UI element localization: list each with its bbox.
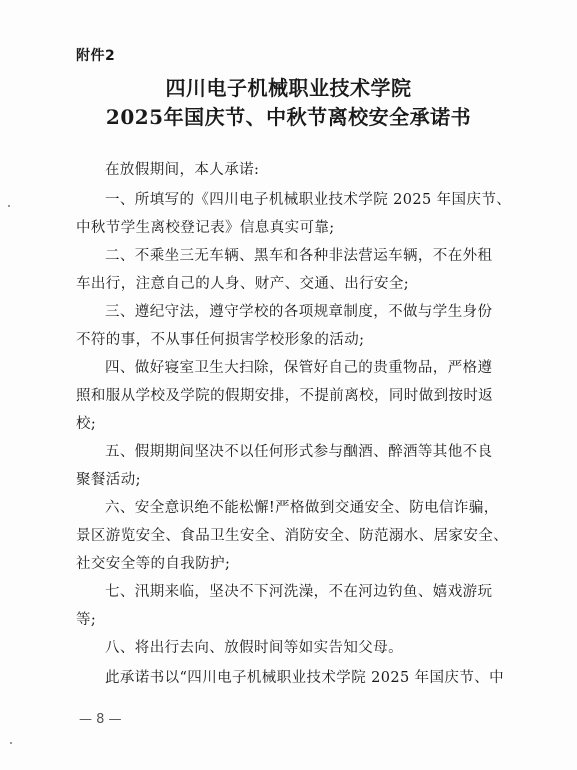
body-line: 在放假期间，本人承诺: bbox=[105, 162, 260, 178]
attachment-label: 附件2 bbox=[76, 48, 116, 64]
body-line: 车出行，注意自己的人身、财产、交通、出行安全; bbox=[76, 276, 410, 292]
body-line: 中秋节学生离校登记表》信息真实可靠; bbox=[76, 220, 335, 236]
scan-speck bbox=[8, 205, 10, 207]
title-line-2: 2025年国庆节、中秋节离校安全承诺书 bbox=[105, 105, 472, 129]
title-line-1: 四川电子机械职业技术学院 bbox=[165, 76, 412, 100]
body-line: 二、不乘坐三无车辆、黑车和各种非法营运车辆，不在外租 bbox=[105, 248, 493, 264]
body-line: 等; bbox=[76, 612, 97, 628]
body-line: 景区游览安全、食品卫生安全、消防安全、防范溺水、居家安全、 bbox=[76, 528, 509, 544]
body-line: 社交安全等的自我防护; bbox=[76, 556, 231, 572]
body-line: 聚餐活动; bbox=[76, 472, 141, 488]
body-line: 不符的事，不从事任何损害学校形象的活动; bbox=[76, 332, 365, 348]
body-line: 三、遵纪守法，遵守学校的各项规章制度，不做与学生身份 bbox=[105, 304, 493, 320]
body-line: 七、汛期来临，坚决不下河洗澡，不在河边钓鱼、嬉戏游玩 bbox=[105, 584, 493, 600]
body-line: 五、假期期间坚决不以任何形式参与酗酒、醉酒等其他不良 bbox=[105, 444, 493, 460]
page-number: — 8 — bbox=[79, 712, 122, 727]
body-line: 六、安全意识绝不能松懈!严格做到交通安全、防电信诈骗， bbox=[105, 500, 499, 516]
body-line: 照和服从学校及学院的假期安排，不提前离校，同时做到按时返 bbox=[76, 388, 494, 404]
body-line: 四、做好寝室卫生大扫除，保管好自己的贵重物品，严格遵 bbox=[105, 360, 493, 376]
body-line: 校; bbox=[76, 416, 97, 432]
body-line: 八、将出行去向、放假时间等如实告知父母。 bbox=[105, 640, 403, 656]
scan-speck bbox=[10, 742, 12, 744]
body-line: 一、所填写的《四川电子机械职业技术学院 2025 年国庆节、 bbox=[105, 192, 512, 208]
body-line: 此承诺书以“四川电子机械职业技术学院 2025 年国庆节、中 bbox=[105, 670, 505, 686]
